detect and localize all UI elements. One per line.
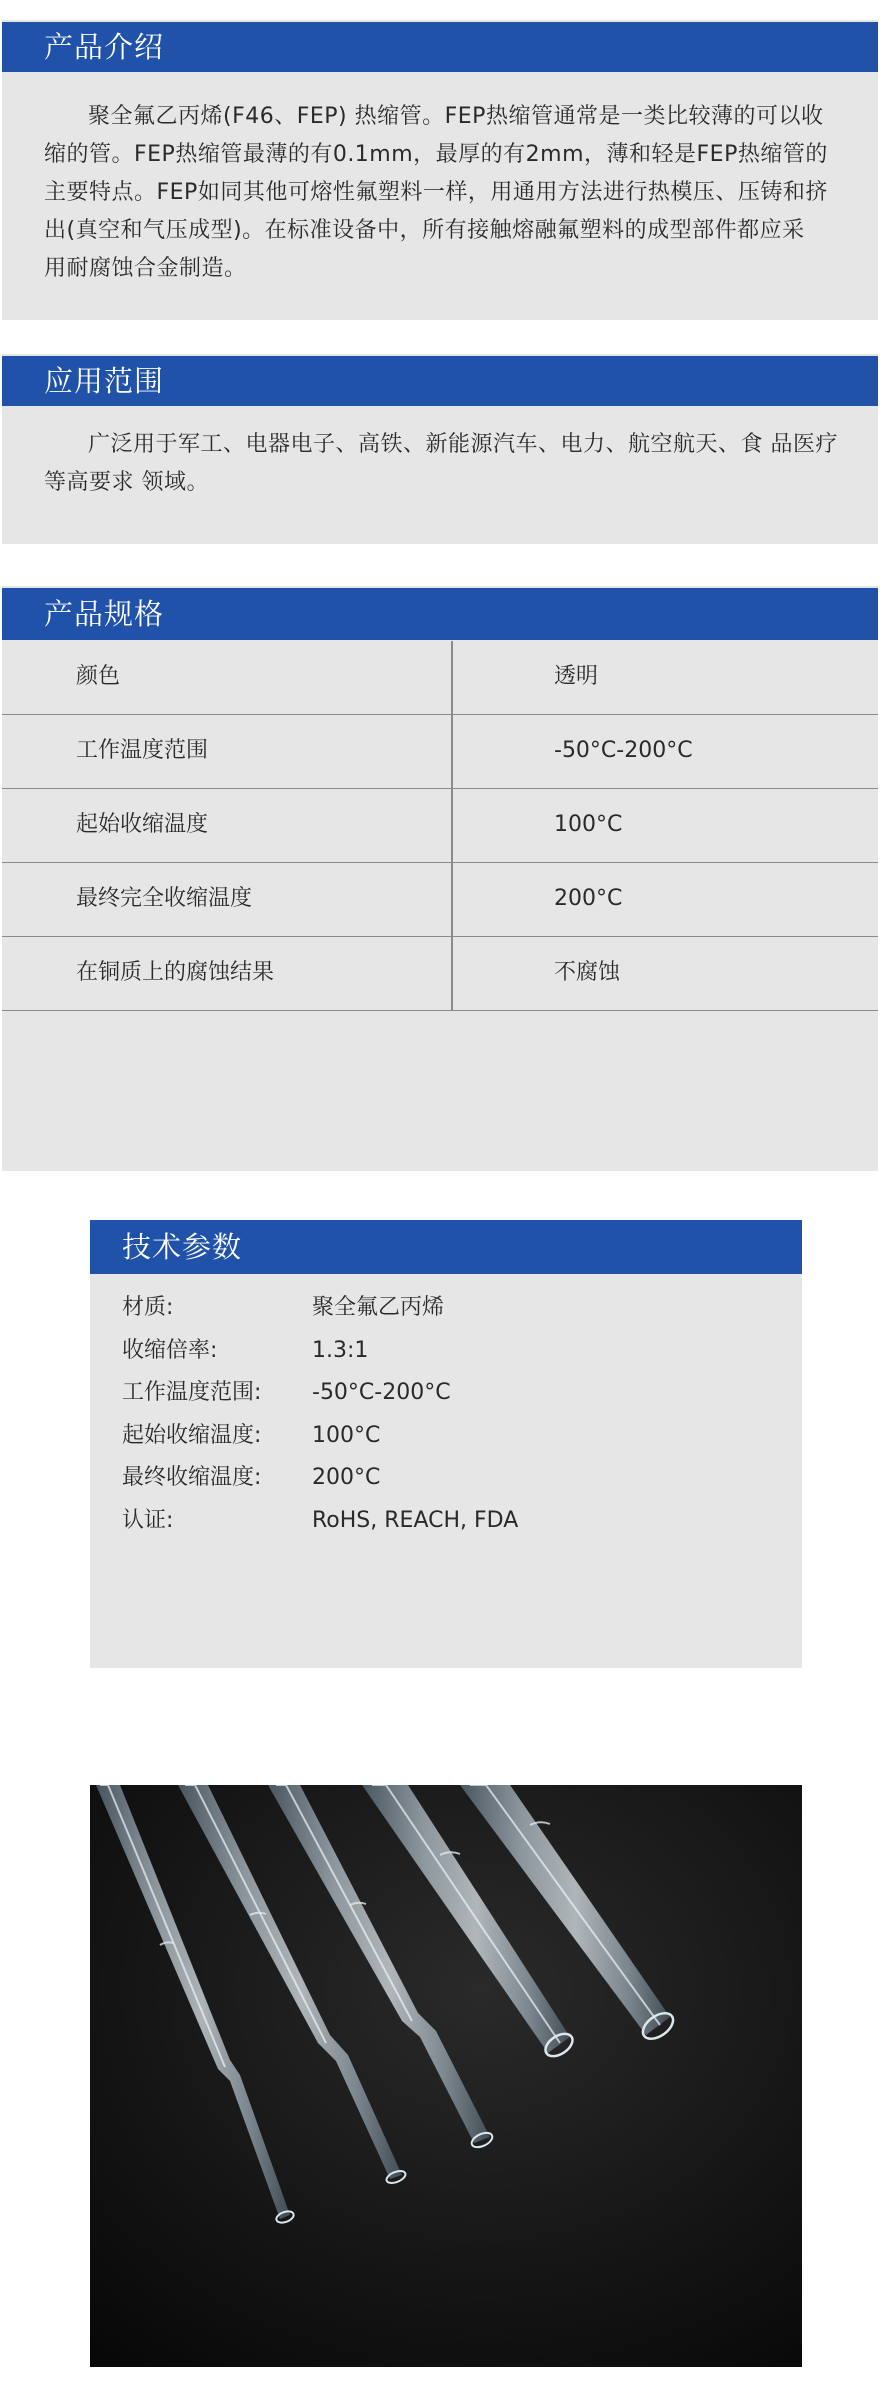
specs-header [2, 588, 878, 640]
specs-title: 产品规格 [44, 597, 165, 631]
param-label: 收缩倍率: [122, 1338, 218, 1363]
heat-shrink-tubes-image [90, 1785, 802, 2367]
spec-row [2, 641, 878, 715]
param-label: 最终收缩温度: [122, 1465, 262, 1490]
application-line: 广泛用于军工、电器电子、高铁、新能源汽车、电力、航空航天、食 品医疗 [88, 432, 838, 457]
intro-header [2, 22, 878, 72]
param-label: 起始收缩温度: [122, 1423, 262, 1448]
spec-label: 颜色 [76, 664, 121, 689]
spec-value: -50°C-200°C [554, 738, 693, 763]
intro-title: 产品介绍 [44, 30, 165, 64]
spec-label: 在铜质上的腐蚀结果 [76, 960, 275, 985]
spec-value: 100°C [554, 812, 623, 837]
application-title: 应用范围 [44, 364, 165, 398]
application-text [44, 426, 864, 502]
spec-row [2, 937, 878, 1011]
spec-label: 起始收缩温度 [76, 812, 209, 837]
application-line: 等高要求 领域。 [44, 470, 209, 495]
param-value: 200°C [312, 1465, 381, 1490]
param-label: 材质: [122, 1295, 174, 1320]
parameters-title: 技术参数 [122, 1230, 243, 1264]
param-label: 工作温度范围: [122, 1380, 262, 1405]
param-value: 聚全氟乙丙烯 [312, 1295, 445, 1320]
specs-table [2, 641, 878, 1011]
intro-line: 用耐腐蚀合金制造。 [44, 256, 247, 281]
intro-text [44, 98, 844, 288]
intro-line: 聚全氟乙丙烯(F46、FEP) 热缩管。FEP热缩管通常是一类比较薄的可以收 [88, 104, 824, 129]
intro-line: 缩的管。FEP热缩管最薄的有0.1mm，最厚的有2mm，薄和轻是FEP热缩管的 [44, 142, 828, 167]
param-value: RoHS, REACH, FDA [312, 1508, 519, 1533]
param-label: 认证: [122, 1508, 174, 1533]
intro-line: 出(真空和气压成型)。在标准设备中，所有接触熔融氟塑料的成型部件都应采 [44, 218, 805, 243]
spec-value: 透明 [554, 664, 599, 689]
param-value: 1.3:1 [312, 1338, 369, 1363]
intro-line: 主要特点。FEP如同其他可熔性氟塑料一样，用通用方法进行热模压、压铸和挤 [44, 180, 828, 205]
spec-value: 200°C [554, 886, 623, 911]
spec-row [2, 715, 878, 789]
param-value: 100°C [312, 1423, 381, 1448]
spec-row [2, 789, 878, 863]
application-header [2, 356, 878, 406]
spec-column-divider [451, 641, 453, 1011]
parameters-header [90, 1220, 802, 1274]
spec-label: 最终完全收缩温度 [76, 886, 253, 911]
param-value: -50°C-200°C [312, 1380, 451, 1405]
spec-label: 工作温度范围 [76, 738, 209, 763]
spec-row [2, 863, 878, 937]
spec-value: 不腐蚀 [554, 960, 621, 985]
